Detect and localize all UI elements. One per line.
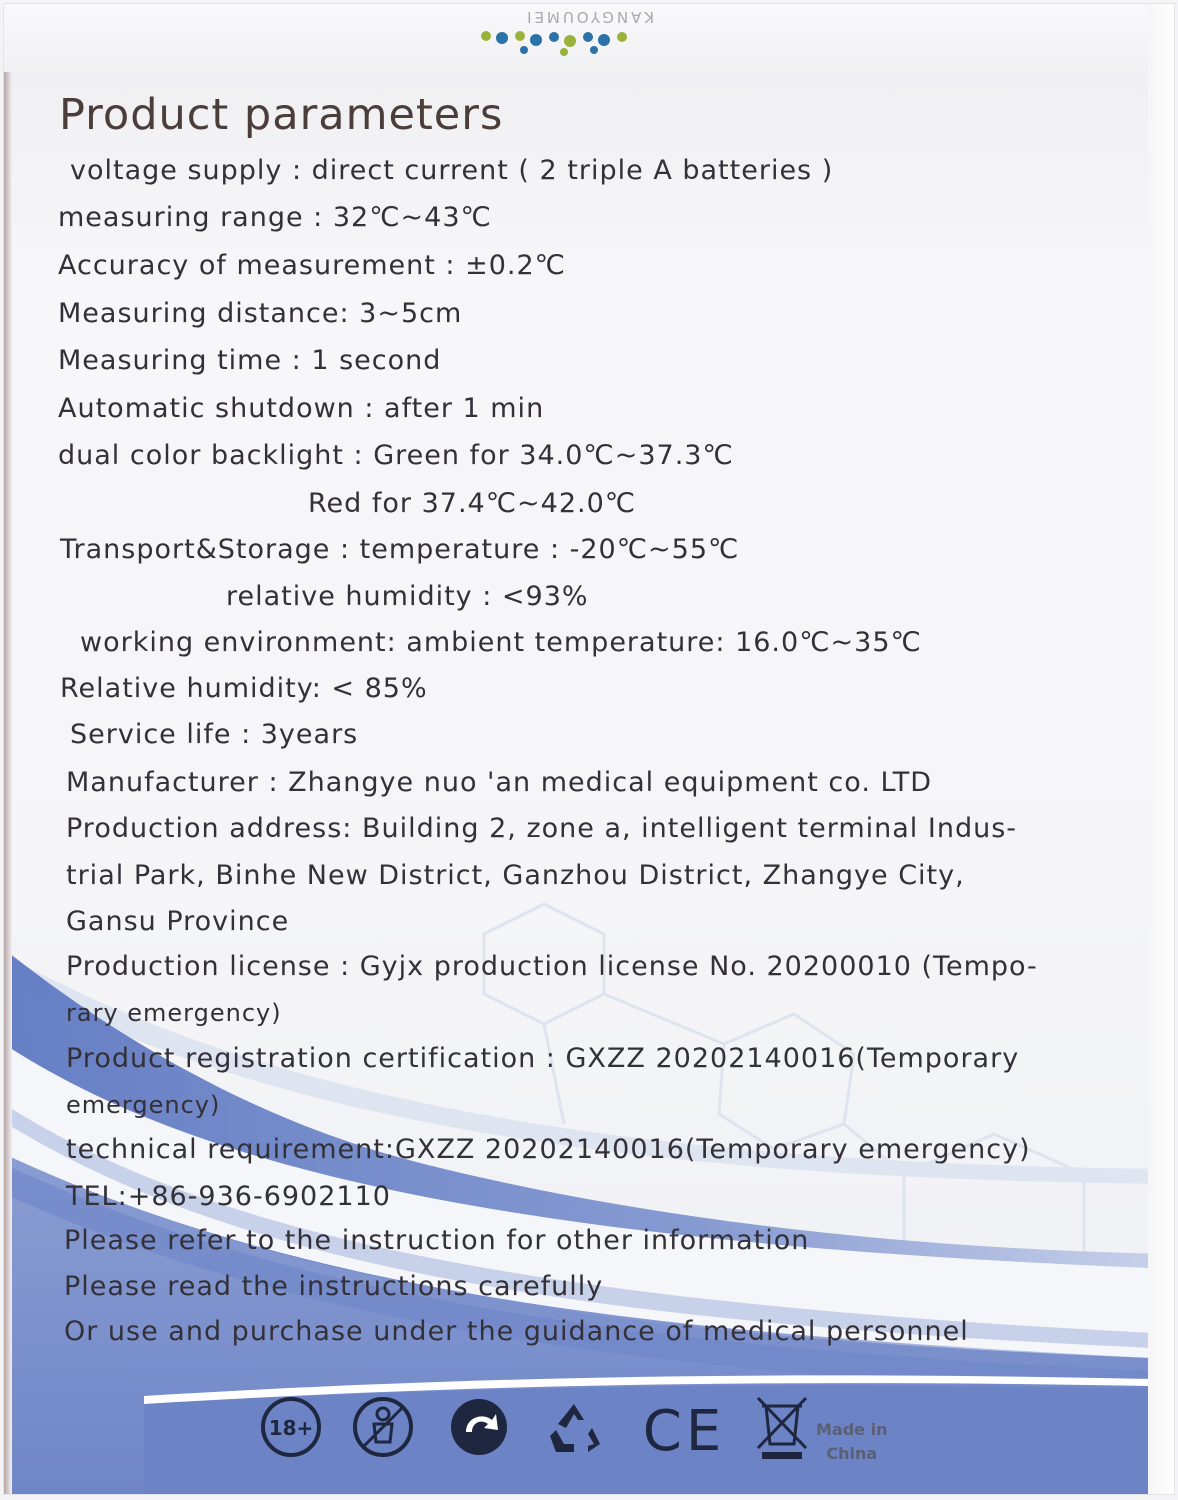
text-line: Or use and purchase under the guidance of medical personnel — [64, 1316, 969, 1347]
text-line: Manufacturer : Zhangye nuo 'an medical equipment co. LTD — [66, 767, 933, 798]
text-line: Gansu Province — [66, 906, 290, 937]
text-line: dual color backlight : Green for 34.0℃~37.3℃ — [58, 440, 734, 471]
text-line: Red for 37.4℃~42.0℃ — [308, 488, 637, 519]
text-line: working environment: ambient temperature: 16.0℃~35℃ — [80, 627, 922, 658]
text-line: Relative humidity: < 85% — [60, 673, 428, 704]
text-line: Service life : 3years — [70, 719, 359, 750]
weee-bin-icon — [752, 1394, 812, 1464]
recycle-arrow-icon — [446, 1394, 512, 1460]
text-line: rary emergency) — [66, 999, 282, 1027]
title: Product parameters — [59, 90, 504, 140]
box-left-edge — [4, 72, 12, 1494]
made-in-china-mark — [816, 1418, 887, 1466]
age-label: 18+ — [268, 1416, 314, 1440]
made-in-line2: China — [826, 1444, 878, 1463]
box-right-edge — [1148, 4, 1174, 1494]
text-line: trial Park, Binhe New District, Ganzhou District, Zhangye City, — [66, 860, 965, 891]
text-line: TEL:+86-936-6902110 — [66, 1181, 391, 1212]
text-line: Measuring distance: 3~5cm — [58, 298, 463, 329]
text-line: Production license : Gyjx production license No. 20200010 (Tempo- — [66, 951, 1038, 982]
recycling-symbol-icon — [542, 1400, 606, 1460]
text-line: emergency) — [66, 1091, 221, 1119]
text-line: Transport&Storage : temperature : -20℃~55℃ — [60, 534, 740, 565]
text-line: voltage supply : direct current ( 2 triple A batteries ) — [70, 155, 834, 186]
ce-mark-icon — [634, 1398, 734, 1462]
text-line: technical requirement:GXZZ 20202140016(Temporary emergency) — [66, 1134, 1031, 1165]
text-line: relative humidity : <93% — [226, 581, 589, 612]
text-line: Accuracy of measurement : ±0.2℃ — [58, 250, 566, 281]
made-in-line1: Made in — [816, 1420, 888, 1439]
ce-label: CE — [642, 1399, 726, 1462]
age-18-plus-icon — [258, 1394, 324, 1460]
no-child-use-icon — [350, 1394, 416, 1460]
text-line: Production address: Building 2, zone a, intelligent terminal Indus- — [66, 813, 1017, 844]
text-line: Automatic shutdown : after 1 min — [58, 393, 545, 424]
certification-icons — [254, 1394, 934, 1484]
text-line: Measuring time : 1 second — [58, 345, 442, 376]
product-box — [4, 4, 1174, 1494]
brand-name: KANGYOUMEI — [524, 8, 654, 26]
text-line: Please read the instructions carefully — [64, 1271, 604, 1302]
text-line: Please refer to the instruction for other information — [64, 1225, 810, 1256]
text-line: measuring range : 32℃~43℃ — [58, 202, 492, 233]
text-line: Product registration certification : GXZZ 20202140016(Temporary — [66, 1043, 1020, 1074]
